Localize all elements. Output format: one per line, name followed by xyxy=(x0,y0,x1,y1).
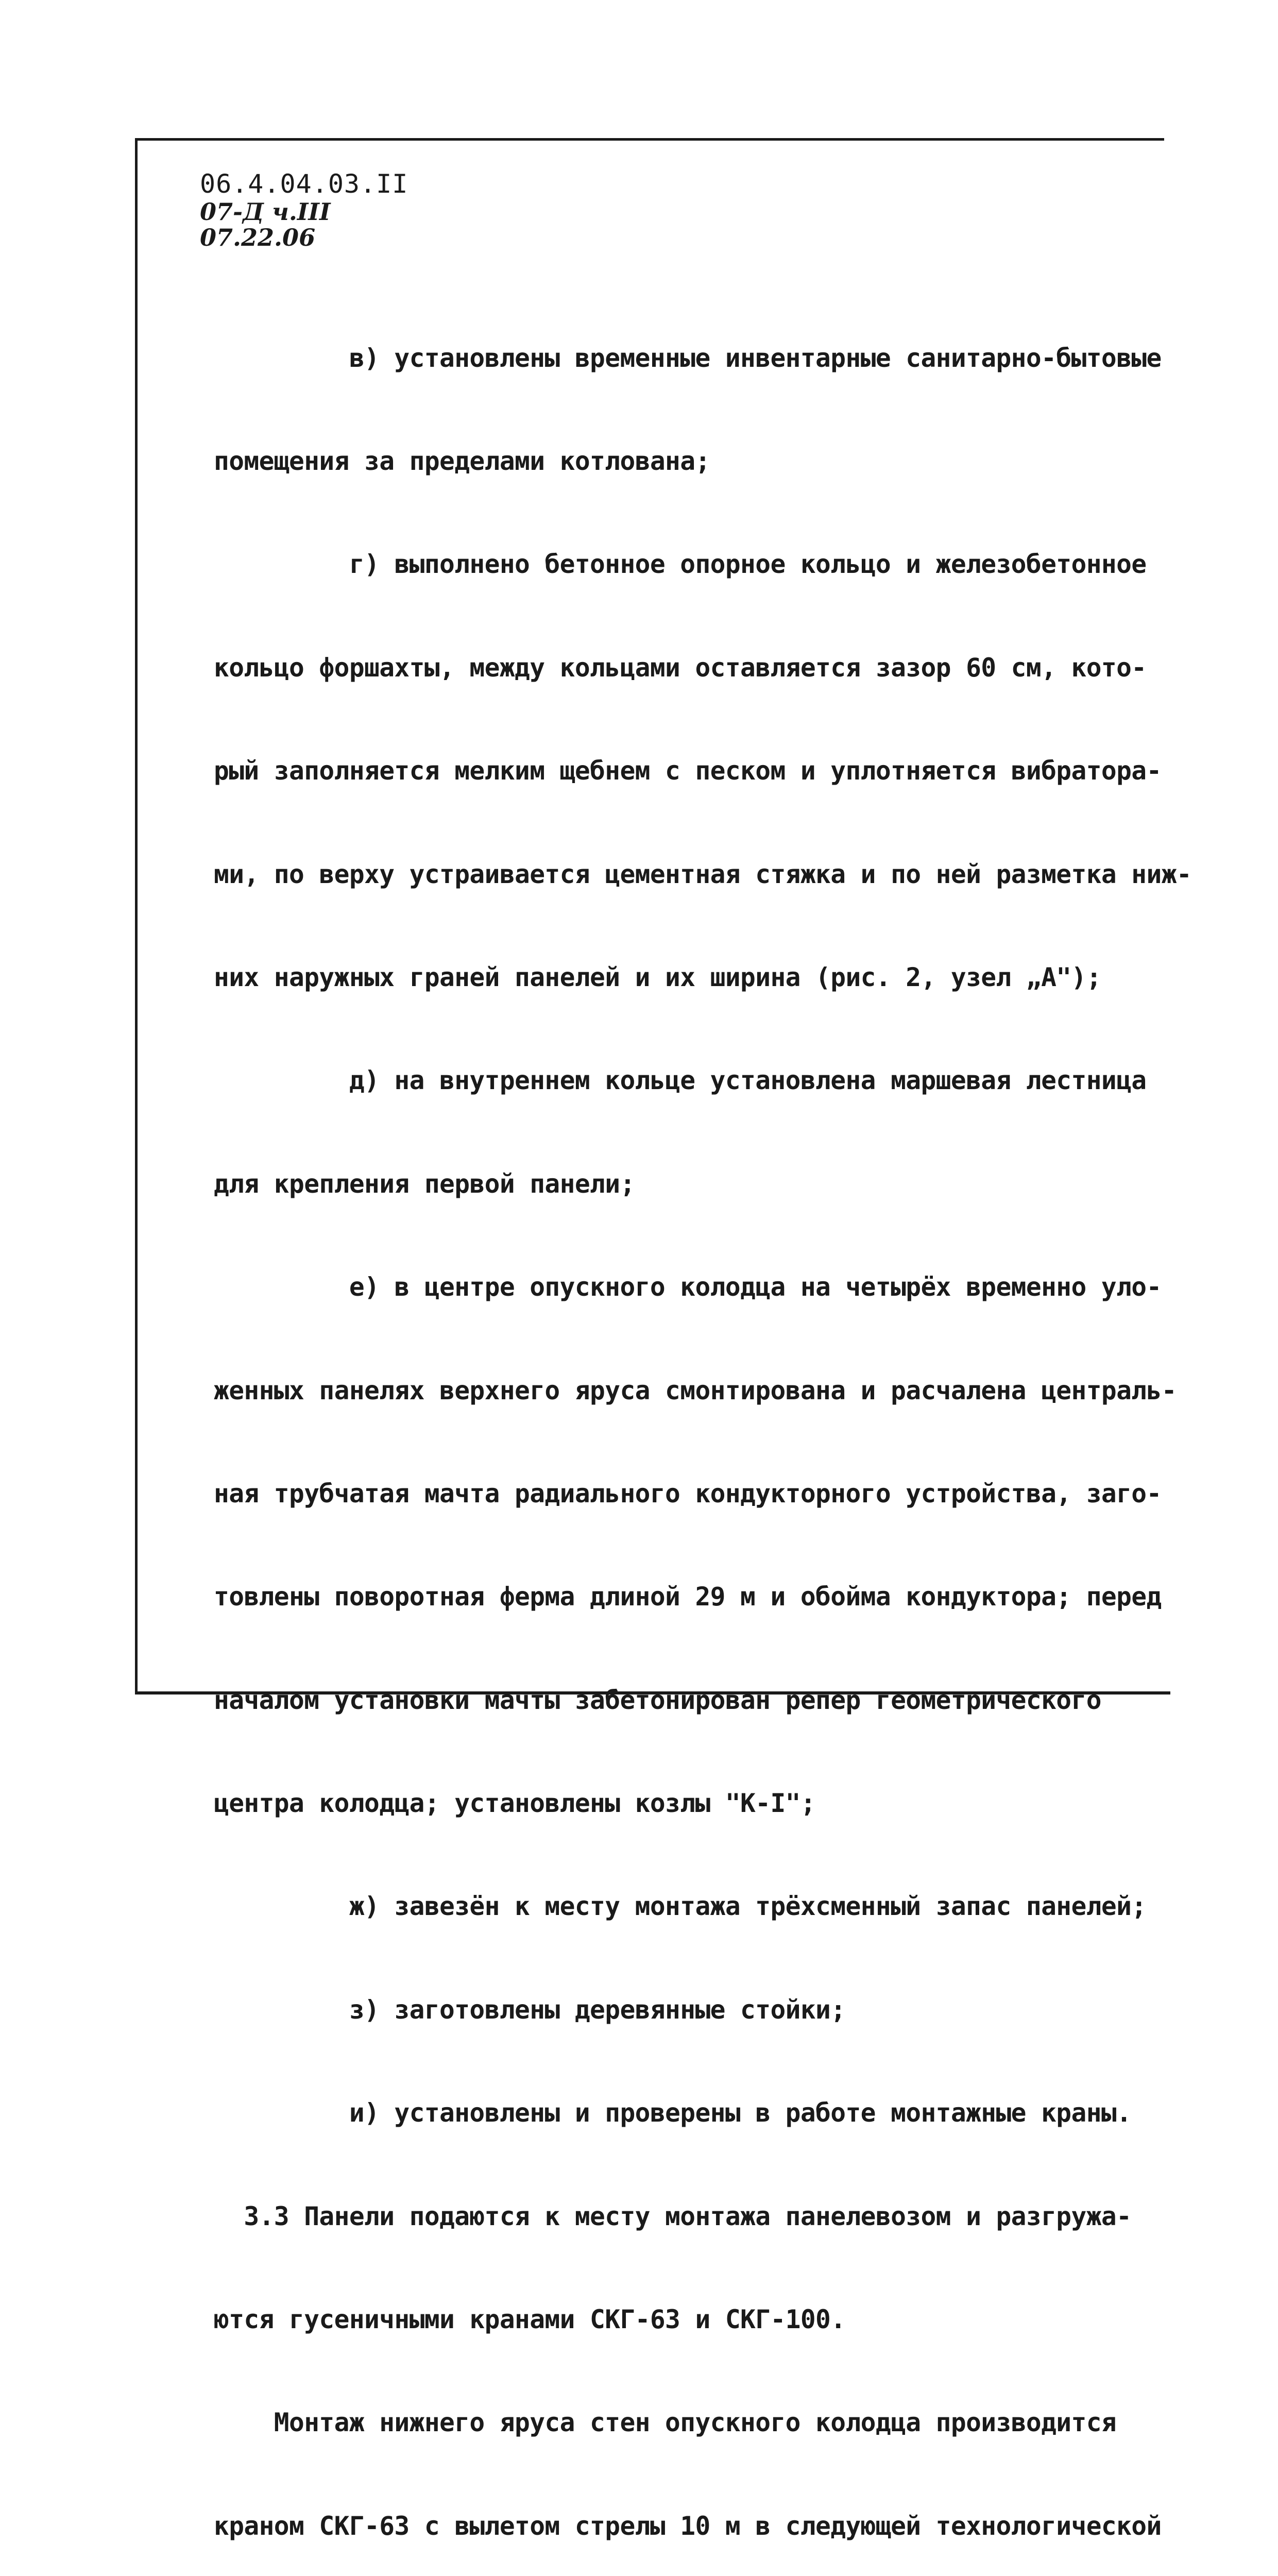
text-line: ми, по верху устраивается цементная стяжка и по ней разметка ниж- xyxy=(214,859,1192,889)
handwritten-annotation-1: 07-Д ч.III xyxy=(200,198,331,226)
text-line: кольцо форшахты, между кольцами оставляется зазор 60 см, кото- xyxy=(214,652,1147,683)
document-codes xyxy=(200,169,408,250)
text-line: ж) завезён к месту монтажа трёхсменный запас панелей; xyxy=(214,1891,1147,1922)
text-line: краном СКГ-63 с вылетом стрелы 10 м в следующей технологической xyxy=(214,2511,1162,2541)
text-line: 3.3 Панели подаются к месту монтажа панелевозом и разгружа- xyxy=(214,2201,1132,2231)
text-line: з) заготовлены деревянные стойки; xyxy=(214,1994,846,2025)
text-line: центра колодца; установлены козлы "К-I"; xyxy=(214,1788,816,1819)
text-line: д) на внутреннем кольце установлена маршевая лестница xyxy=(214,1065,1147,1096)
body-text xyxy=(214,272,1192,2576)
frame-left-border xyxy=(135,138,138,1694)
text-line: женных панелях верхнего яруса смонтирована и расчалена централь- xyxy=(214,1375,1177,1405)
text-line: и) установлены и проверены в работе монтажные краны. xyxy=(214,2098,1132,2128)
text-line: помещения за пределами котлована; xyxy=(214,446,710,476)
text-line: ются гусеничными кранами СКГ-63 и СКГ-100. xyxy=(214,2304,846,2335)
text-line: Монтаж нижнего яруса стен опускного колодца производится xyxy=(214,2408,1117,2438)
text-line: е) в центре опускного колодца на четырёх временно уло- xyxy=(214,1272,1162,1302)
text-line: рый заполняется мелким щебнем с песком и уплотняется вибратора- xyxy=(214,756,1162,786)
text-line: них наружных граней панелей и их ширина (рис. 2, узел „А"); xyxy=(214,962,1101,992)
text-line: в) установлены временные инвентарные санитарно-бытовые xyxy=(214,343,1162,373)
text-line: ная трубчатая мачта радиального кондукторного устройства, заго- xyxy=(214,1478,1162,1509)
text-line: для крепления первой панели; xyxy=(214,1168,635,1199)
frame-top-border xyxy=(135,138,1164,141)
text-line: товлены поворотная ферма длиной 29 м и обойма кондуктора; перед xyxy=(214,1582,1162,1612)
text-line: началом установки мачты забетонирован репер геометрического xyxy=(214,1685,1101,1715)
text-line: г) выполнено бетонное опорное кольцо и железобетонное xyxy=(214,549,1147,580)
document-code: 06.4.04.03.II xyxy=(200,169,408,199)
handwritten-annotation-2: 07.22.06 xyxy=(200,224,316,251)
